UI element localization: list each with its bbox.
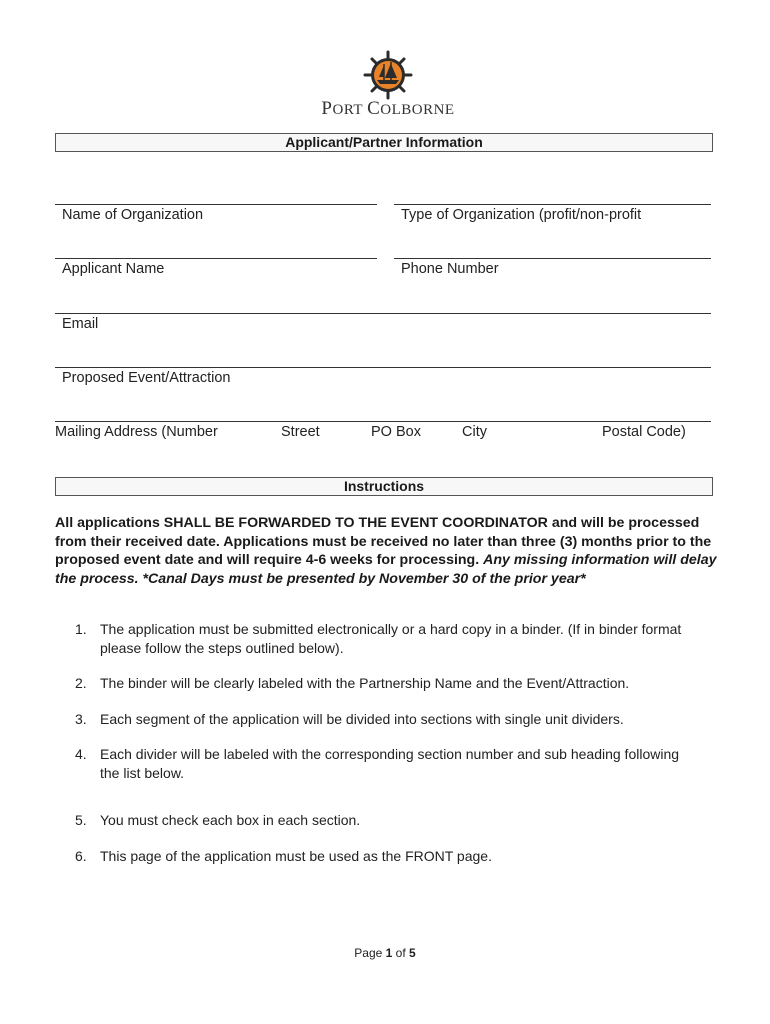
event-label: Proposed Event/Attraction	[62, 370, 231, 386]
street-label: Street	[281, 424, 320, 440]
list-item: 4. Each divider will be labeled with the corresponding section number and sub heading following the list below.	[75, 746, 680, 781]
po-box-label: PO Box	[371, 424, 421, 440]
intro-italic-text: Any missing information will delay the process. *Canal Days must be presented by November 30 of the prior year*	[55, 552, 717, 587]
org-type-label: Type of Organization (profit/non-profit	[401, 207, 642, 223]
mailing-address-line[interactable]	[55, 421, 711, 422]
applicant-name-label: Applicant Name	[62, 261, 165, 277]
org-type-line[interactable]	[394, 204, 711, 205]
logo-wordmark: PORT COLBORNE	[321, 98, 455, 119]
phone-line[interactable]	[394, 258, 711, 259]
postal-code-label: Postal Code)	[602, 424, 686, 440]
ship-wheel-icon	[360, 50, 416, 102]
applicant-name-line[interactable]	[55, 258, 377, 259]
email-label: Email	[62, 316, 99, 332]
org-name-label: Name of Organization	[62, 207, 204, 223]
city-label: City	[462, 424, 487, 440]
instructions-intro	[55, 514, 720, 588]
org-name-line[interactable]	[55, 204, 377, 205]
event-line[interactable]	[55, 367, 711, 368]
phone-label: Phone Number	[401, 261, 499, 277]
list-item: 3. Each segment of the application will be divided into sections with single unit dividers.	[75, 711, 624, 727]
list-item: 1. The application must be submitted electronically or a hard copy in a binder. (If in binder format please follow the steps outlined below).	[75, 621, 682, 656]
list-item: 6. This page of the application must be used as the FRONT page.	[75, 848, 492, 864]
list-item: 2. The binder will be clearly labeled with the Partnership Name and the Event/Attraction.	[75, 675, 630, 691]
port-colborne-logo	[318, 50, 458, 122]
applicant-info-header: Applicant/Partner Information	[55, 133, 713, 152]
email-line[interactable]	[55, 313, 711, 314]
instructions-header: Instructions	[55, 477, 713, 496]
intro-bold-text: All applications SHALL BE FORWARDED TO THE EVENT COORDINATOR and will be processed from their received date. Applications must be received no later than three (3) months prior to the proposed event date and will require 4-6 weeks for processing.	[55, 515, 712, 568]
page-number: Page 1 of 5	[354, 946, 416, 960]
list-item: 5. You must check each box in each section.	[75, 812, 361, 828]
mailing-address-label: Mailing Address (Number	[55, 424, 218, 440]
